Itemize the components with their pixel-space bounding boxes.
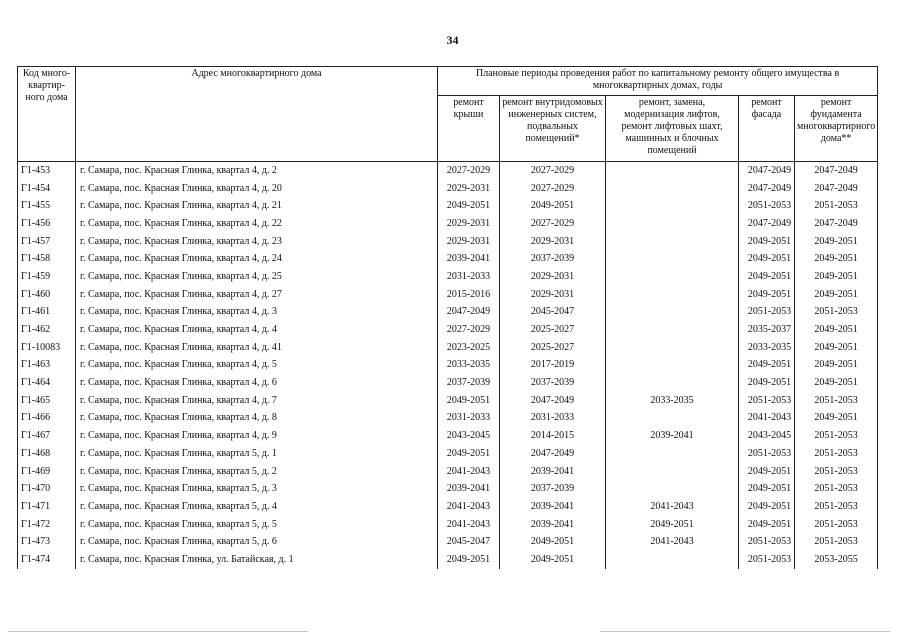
table-row [18, 374, 878, 392]
cell-address: г. Самара, пос. Красная Глинка, квартал 4, д. 9 [76, 427, 438, 445]
header-facade: ремонт фасада [739, 96, 795, 162]
cell-facade: 2041-2043 [739, 410, 795, 428]
cell-address: г. Самара, пос. Красная Глинка, квартал 4, д. 2 [76, 162, 438, 180]
table-row [18, 286, 878, 304]
table-row [18, 304, 878, 322]
cell-systems: 2047-2049 [500, 445, 606, 463]
table-row [18, 233, 878, 251]
cell-lifts [606, 215, 739, 233]
cell-address: г. Самара, пос. Красная Глинка, квартал 4, д. 20 [76, 180, 438, 198]
table-header [18, 67, 878, 162]
cell-systems: 2037-2039 [500, 374, 606, 392]
cell-roof: 2049-2051 [438, 445, 500, 463]
cell-roof: 2031-2033 [438, 410, 500, 428]
table-row [18, 498, 878, 516]
cell-systems: 2029-2031 [500, 233, 606, 251]
cell-code: Г1-456 [18, 215, 76, 233]
cell-lifts [606, 180, 739, 198]
cell-systems: 2039-2041 [500, 498, 606, 516]
cell-facade: 2049-2051 [739, 480, 795, 498]
scan-artifact [600, 631, 890, 632]
table-row [18, 445, 878, 463]
cell-code: Г1-460 [18, 286, 76, 304]
cell-code: Г1-458 [18, 250, 76, 268]
cell-lifts [606, 357, 739, 375]
cell-systems: 2029-2031 [500, 286, 606, 304]
cell-address: г. Самара, пос. Красная Глинка, квартал 4, д. 8 [76, 410, 438, 428]
cell-lifts [606, 304, 739, 322]
cell-lifts [606, 339, 739, 357]
cell-systems: 2049-2051 [500, 197, 606, 215]
header-foundation: ремонт фундамента многоквартирного дома** [795, 96, 878, 162]
header-address: Адрес многоквартирного дома [76, 67, 438, 162]
cell-facade: 2051-2053 [739, 392, 795, 410]
cell-code: Г1-467 [18, 427, 76, 445]
cell-foundation: 2049-2051 [795, 286, 878, 304]
table-row [18, 463, 878, 481]
cell-foundation: 2049-2051 [795, 268, 878, 286]
table-body [18, 162, 878, 569]
cell-code: Г1-455 [18, 197, 76, 215]
cell-foundation: 2049-2051 [795, 321, 878, 339]
cell-systems: 2049-2051 [500, 533, 606, 551]
capital-repair-table [17, 66, 878, 569]
cell-code: Г1-453 [18, 162, 76, 180]
cell-foundation: 2049-2051 [795, 339, 878, 357]
cell-facade: 2051-2053 [739, 445, 795, 463]
cell-code: Г1-472 [18, 516, 76, 534]
table-row [18, 162, 878, 180]
cell-foundation: 2047-2049 [795, 215, 878, 233]
cell-code: Г1-465 [18, 392, 76, 410]
table-row [18, 268, 878, 286]
cell-systems: 2037-2039 [500, 480, 606, 498]
cell-facade: 2047-2049 [739, 162, 795, 180]
table-row [18, 197, 878, 215]
cell-lifts [606, 410, 739, 428]
cell-foundation: 2051-2053 [795, 197, 878, 215]
cell-address: г. Самара, пос. Красная Глинка, квартал 4, д. 7 [76, 392, 438, 410]
cell-address: г. Самара, пос. Красная Глинка, квартал 4, д. 6 [76, 374, 438, 392]
cell-lifts [606, 197, 739, 215]
cell-lifts: 2033-2035 [606, 392, 739, 410]
cell-code: Г1-473 [18, 533, 76, 551]
cell-code: Г1-471 [18, 498, 76, 516]
cell-code: Г1-461 [18, 304, 76, 322]
cell-foundation: 2051-2053 [795, 516, 878, 534]
cell-lifts [606, 551, 739, 569]
cell-code: Г1-10083 [18, 339, 76, 357]
cell-lifts [606, 286, 739, 304]
table-row [18, 321, 878, 339]
header-lifts: ремонт, замена, модернизация лифтов, ремонт лифтовых шахт, машинных и блочных помещений [606, 96, 739, 162]
cell-facade: 2049-2051 [739, 516, 795, 534]
cell-facade: 2049-2051 [739, 357, 795, 375]
cell-facade: 2051-2053 [739, 197, 795, 215]
cell-roof: 2041-2043 [438, 516, 500, 534]
cell-facade: 2049-2051 [739, 498, 795, 516]
scan-artifact [8, 631, 308, 632]
cell-foundation: 2051-2053 [795, 533, 878, 551]
cell-code: Г1-459 [18, 268, 76, 286]
table-row [18, 180, 878, 198]
cell-systems: 2049-2051 [500, 551, 606, 569]
cell-lifts [606, 321, 739, 339]
cell-facade: 2035-2037 [739, 321, 795, 339]
cell-lifts [606, 480, 739, 498]
cell-facade: 2033-2035 [739, 339, 795, 357]
cell-address: г. Самара, пос. Красная Глинка, квартал 5, д. 5 [76, 516, 438, 534]
cell-facade: 2049-2051 [739, 233, 795, 251]
cell-roof: 2049-2051 [438, 392, 500, 410]
cell-foundation: 2049-2051 [795, 374, 878, 392]
table-row [18, 427, 878, 445]
cell-systems: 2031-2033 [500, 410, 606, 428]
cell-roof: 2027-2029 [438, 321, 500, 339]
cell-foundation: 2049-2051 [795, 410, 878, 428]
cell-foundation: 2051-2053 [795, 463, 878, 481]
cell-systems: 2039-2041 [500, 463, 606, 481]
cell-address: г. Самара, пос. Красная Глинка, ул. Батайская, д. 1 [76, 551, 438, 569]
cell-code: Г1-466 [18, 410, 76, 428]
header-roof: ремонт крыши [438, 96, 500, 162]
cell-lifts [606, 268, 739, 286]
cell-facade: 2049-2051 [739, 286, 795, 304]
table-row [18, 357, 878, 375]
table-row [18, 250, 878, 268]
cell-facade: 2051-2053 [739, 304, 795, 322]
cell-lifts: 2041-2043 [606, 533, 739, 551]
cell-lifts [606, 233, 739, 251]
cell-address: г. Самара, пос. Красная Глинка, квартал 4, д. 4 [76, 321, 438, 339]
cell-lifts: 2041-2043 [606, 498, 739, 516]
cell-address: г. Самара, пос. Красная Глинка, квартал 5, д. 1 [76, 445, 438, 463]
cell-facade: 2049-2051 [739, 250, 795, 268]
cell-lifts [606, 445, 739, 463]
cell-foundation: 2051-2053 [795, 427, 878, 445]
table-row [18, 480, 878, 498]
cell-code: Г1-474 [18, 551, 76, 569]
page-number: 34 [446, 33, 459, 47]
cell-systems: 2027-2029 [500, 215, 606, 233]
cell-systems: 2014-2015 [500, 427, 606, 445]
cell-roof: 2037-2039 [438, 374, 500, 392]
cell-systems: 2039-2041 [500, 516, 606, 534]
cell-foundation: 2047-2049 [795, 162, 878, 180]
cell-lifts: 2049-2051 [606, 516, 739, 534]
cell-roof: 2049-2051 [438, 551, 500, 569]
cell-foundation: 2051-2053 [795, 480, 878, 498]
cell-code: Г1-469 [18, 463, 76, 481]
header-systems: ремонт внутридомовых инженерных систем, подвальных помещений* [500, 96, 606, 162]
cell-systems: 2045-2047 [500, 304, 606, 322]
cell-foundation: 2051-2053 [795, 392, 878, 410]
cell-systems: 2027-2029 [500, 180, 606, 198]
table-row [18, 516, 878, 534]
cell-systems: 2025-2027 [500, 321, 606, 339]
table-row [18, 392, 878, 410]
cell-address: г. Самара, пос. Красная Глинка, квартал 5, д. 2 [76, 463, 438, 481]
cell-address: г. Самара, пос. Красная Глинка, квартал 4, д. 5 [76, 357, 438, 375]
cell-facade: 2049-2051 [739, 268, 795, 286]
cell-address: г. Самара, пос. Красная Глинка, квартал 4, д. 21 [76, 197, 438, 215]
cell-systems: 2017-2019 [500, 357, 606, 375]
cell-address: г. Самара, пос. Красная Глинка, квартал 5, д. 3 [76, 480, 438, 498]
cell-roof: 2033-2035 [438, 357, 500, 375]
cell-code: Г1-468 [18, 445, 76, 463]
cell-roof: 2027-2029 [438, 162, 500, 180]
cell-code: Г1-454 [18, 180, 76, 198]
cell-code: Г1-457 [18, 233, 76, 251]
table-row [18, 410, 878, 428]
cell-roof: 2029-2031 [438, 180, 500, 198]
cell-address: г. Самара, пос. Красная Глинка, квартал 4, д. 22 [76, 215, 438, 233]
cell-foundation: 2049-2051 [795, 250, 878, 268]
cell-address: г. Самара, пос. Красная Глинка, квартал 4, д. 3 [76, 304, 438, 322]
cell-roof: 2041-2043 [438, 498, 500, 516]
cell-lifts [606, 162, 739, 180]
cell-roof: 2045-2047 [438, 533, 500, 551]
cell-systems: 2047-2049 [500, 392, 606, 410]
cell-lifts: 2039-2041 [606, 427, 739, 445]
cell-systems: 2025-2027 [500, 339, 606, 357]
header-code: Код много-квартир-ного дома [18, 67, 76, 162]
cell-address: г. Самара, пос. Красная Глинка, квартал 4, д. 27 [76, 286, 438, 304]
cell-address: г. Самара, пос. Красная Глинка, квартал 5, д. 6 [76, 533, 438, 551]
cell-roof: 2043-2045 [438, 427, 500, 445]
cell-systems: 2029-2031 [500, 268, 606, 286]
cell-roof: 2047-2049 [438, 304, 500, 322]
cell-systems: 2037-2039 [500, 250, 606, 268]
cell-address: г. Самара, пос. Красная Глинка, квартал 4, д. 25 [76, 268, 438, 286]
cell-roof: 2023-2025 [438, 339, 500, 357]
cell-facade: 2049-2051 [739, 463, 795, 481]
cell-code: Г1-464 [18, 374, 76, 392]
cell-foundation: 2051-2053 [795, 498, 878, 516]
cell-foundation: 2051-2053 [795, 445, 878, 463]
cell-facade: 2043-2045 [739, 427, 795, 445]
cell-lifts [606, 463, 739, 481]
cell-facade: 2051-2053 [739, 533, 795, 551]
cell-roof: 2015-2016 [438, 286, 500, 304]
cell-roof: 2029-2031 [438, 233, 500, 251]
table-row [18, 339, 878, 357]
cell-foundation: 2051-2053 [795, 304, 878, 322]
cell-address: г. Самара, пос. Красная Глинка, квартал 5, д. 4 [76, 498, 438, 516]
cell-facade: 2047-2049 [739, 215, 795, 233]
cell-facade: 2047-2049 [739, 180, 795, 198]
cell-foundation: 2053-2055 [795, 551, 878, 569]
cell-roof: 2041-2043 [438, 463, 500, 481]
cell-roof: 2049-2051 [438, 197, 500, 215]
header-periods: Плановые периоды проведения работ по капитальному ремонту общего имущества в многоквартирных домах, годы [438, 67, 878, 96]
cell-roof: 2031-2033 [438, 268, 500, 286]
cell-code: Г1-463 [18, 357, 76, 375]
cell-lifts [606, 374, 739, 392]
cell-facade: 2051-2053 [739, 551, 795, 569]
cell-roof: 2039-2041 [438, 480, 500, 498]
cell-facade: 2049-2051 [739, 374, 795, 392]
cell-lifts [606, 250, 739, 268]
cell-code: Г1-462 [18, 321, 76, 339]
cell-address: г. Самара, пос. Красная Глинка, квартал 4, д. 24 [76, 250, 438, 268]
table-row [18, 551, 878, 569]
cell-roof: 2039-2041 [438, 250, 500, 268]
cell-foundation: 2049-2051 [795, 233, 878, 251]
cell-foundation: 2049-2051 [795, 357, 878, 375]
table-row [18, 215, 878, 233]
cell-address: г. Самара, пос. Красная Глинка, квартал 4, д. 23 [76, 233, 438, 251]
cell-address: г. Самара, пос. Красная Глинка, квартал 4, д. 41 [76, 339, 438, 357]
table-row [18, 533, 878, 551]
cell-code: Г1-470 [18, 480, 76, 498]
cell-roof: 2029-2031 [438, 215, 500, 233]
cell-systems: 2027-2029 [500, 162, 606, 180]
cell-foundation: 2047-2049 [795, 180, 878, 198]
